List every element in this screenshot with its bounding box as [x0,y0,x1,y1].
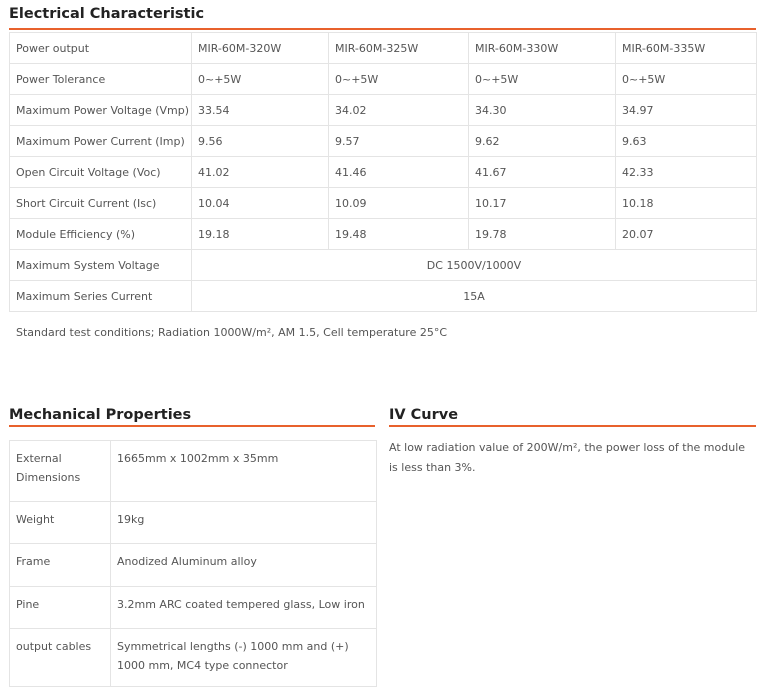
row-label: Maximum Series Current [10,281,192,312]
row-label: Maximum Power Voltage (Vmp) [10,95,192,126]
cell-value: Symmetrical lengths (-) 1000 mm and (+) 1000 mm, MC4 type connector [111,629,377,687]
table-row [10,281,757,312]
table-row [10,33,757,64]
cell-value: 9.57 [329,126,469,157]
cell-value: MIR-60M-335W [616,33,757,64]
cell-value: 19.48 [329,219,469,250]
cell-value: 9.63 [616,126,757,157]
cell-value: 0~+5W [329,64,469,95]
cell-value: 9.62 [469,126,616,157]
row-label: Open Circuit Voltage (Voc) [10,157,192,188]
table-row [10,441,377,502]
row-label: Frame [10,544,111,587]
row-label: Weight [10,502,111,544]
cell-value: 33.54 [192,95,329,126]
table-row [10,188,757,219]
cell-value: 41.02 [192,157,329,188]
iv-curve-title-underline [389,425,756,427]
cell-value: 0~+5W [616,64,757,95]
cell-value: 20.07 [616,219,757,250]
table-row [10,157,757,188]
table-row [10,587,377,629]
cell-value: 10.04 [192,188,329,219]
cell-value: 19.18 [192,219,329,250]
test-conditions-note: Standard test conditions; Radiation 1000W/m², AM 1.5, Cell temperature 25°C [16,326,448,339]
cell-value: MIR-60M-330W [469,33,616,64]
cell-value: 41.67 [469,157,616,188]
cell-value: 10.17 [469,188,616,219]
cell-value: 41.46 [329,157,469,188]
row-label: Short Circuit Current (Isc) [10,188,192,219]
cell-value: 0~+5W [192,64,329,95]
table-row [10,629,377,687]
row-label: External Dimensions [10,441,111,502]
mechanical-title-underline [9,425,375,427]
electrical-table [9,32,757,312]
electrical-section-title: Electrical Characteristic [9,6,205,22]
iv-curve-description: At low radiation value of 200W/m², the power loss of the module is less than 3%. [389,441,746,474]
cell-value: 10.09 [329,188,469,219]
row-label: Power output [10,33,192,64]
cell-value: 34.02 [329,95,469,126]
table-row [10,64,757,95]
table-row [10,126,757,157]
cell-value: 19.78 [469,219,616,250]
table-row [10,95,757,126]
row-label: Maximum System Voltage [10,250,192,281]
cell-value: MIR-60M-320W [192,33,329,64]
row-label: Power Tolerance [10,64,192,95]
row-label: Pine [10,587,111,629]
cell-value: 10.18 [616,188,757,219]
row-label: Module Efficiency (%) [10,219,192,250]
cell-value: DC 1500V/1000V [192,250,757,281]
table-row [10,502,377,544]
cell-value: 15A [192,281,757,312]
row-label: output cables [10,629,111,687]
table-row [10,219,757,250]
table-row [10,544,377,587]
mechanical-section-title: Mechanical Properties [9,407,192,423]
cell-value: 34.30 [469,95,616,126]
mechanical-table [9,440,377,687]
cell-value: 0~+5W [469,64,616,95]
iv-curve-section-title: IV Curve [389,407,459,423]
cell-value: 1665mm x 1002mm x 35mm [111,441,377,502]
table-row [10,250,757,281]
cell-value: MIR-60M-325W [329,33,469,64]
cell-value: 9.56 [192,126,329,157]
cell-value: 3.2mm ARC coated tempered glass, Low iron [111,587,377,629]
row-label: Maximum Power Current (Imp) [10,126,192,157]
electrical-title-underline [9,28,756,30]
cell-value: 34.97 [616,95,757,126]
cell-value: Anodized Aluminum alloy [111,544,377,587]
cell-value: 42.33 [616,157,757,188]
cell-value: 19kg [111,502,377,544]
